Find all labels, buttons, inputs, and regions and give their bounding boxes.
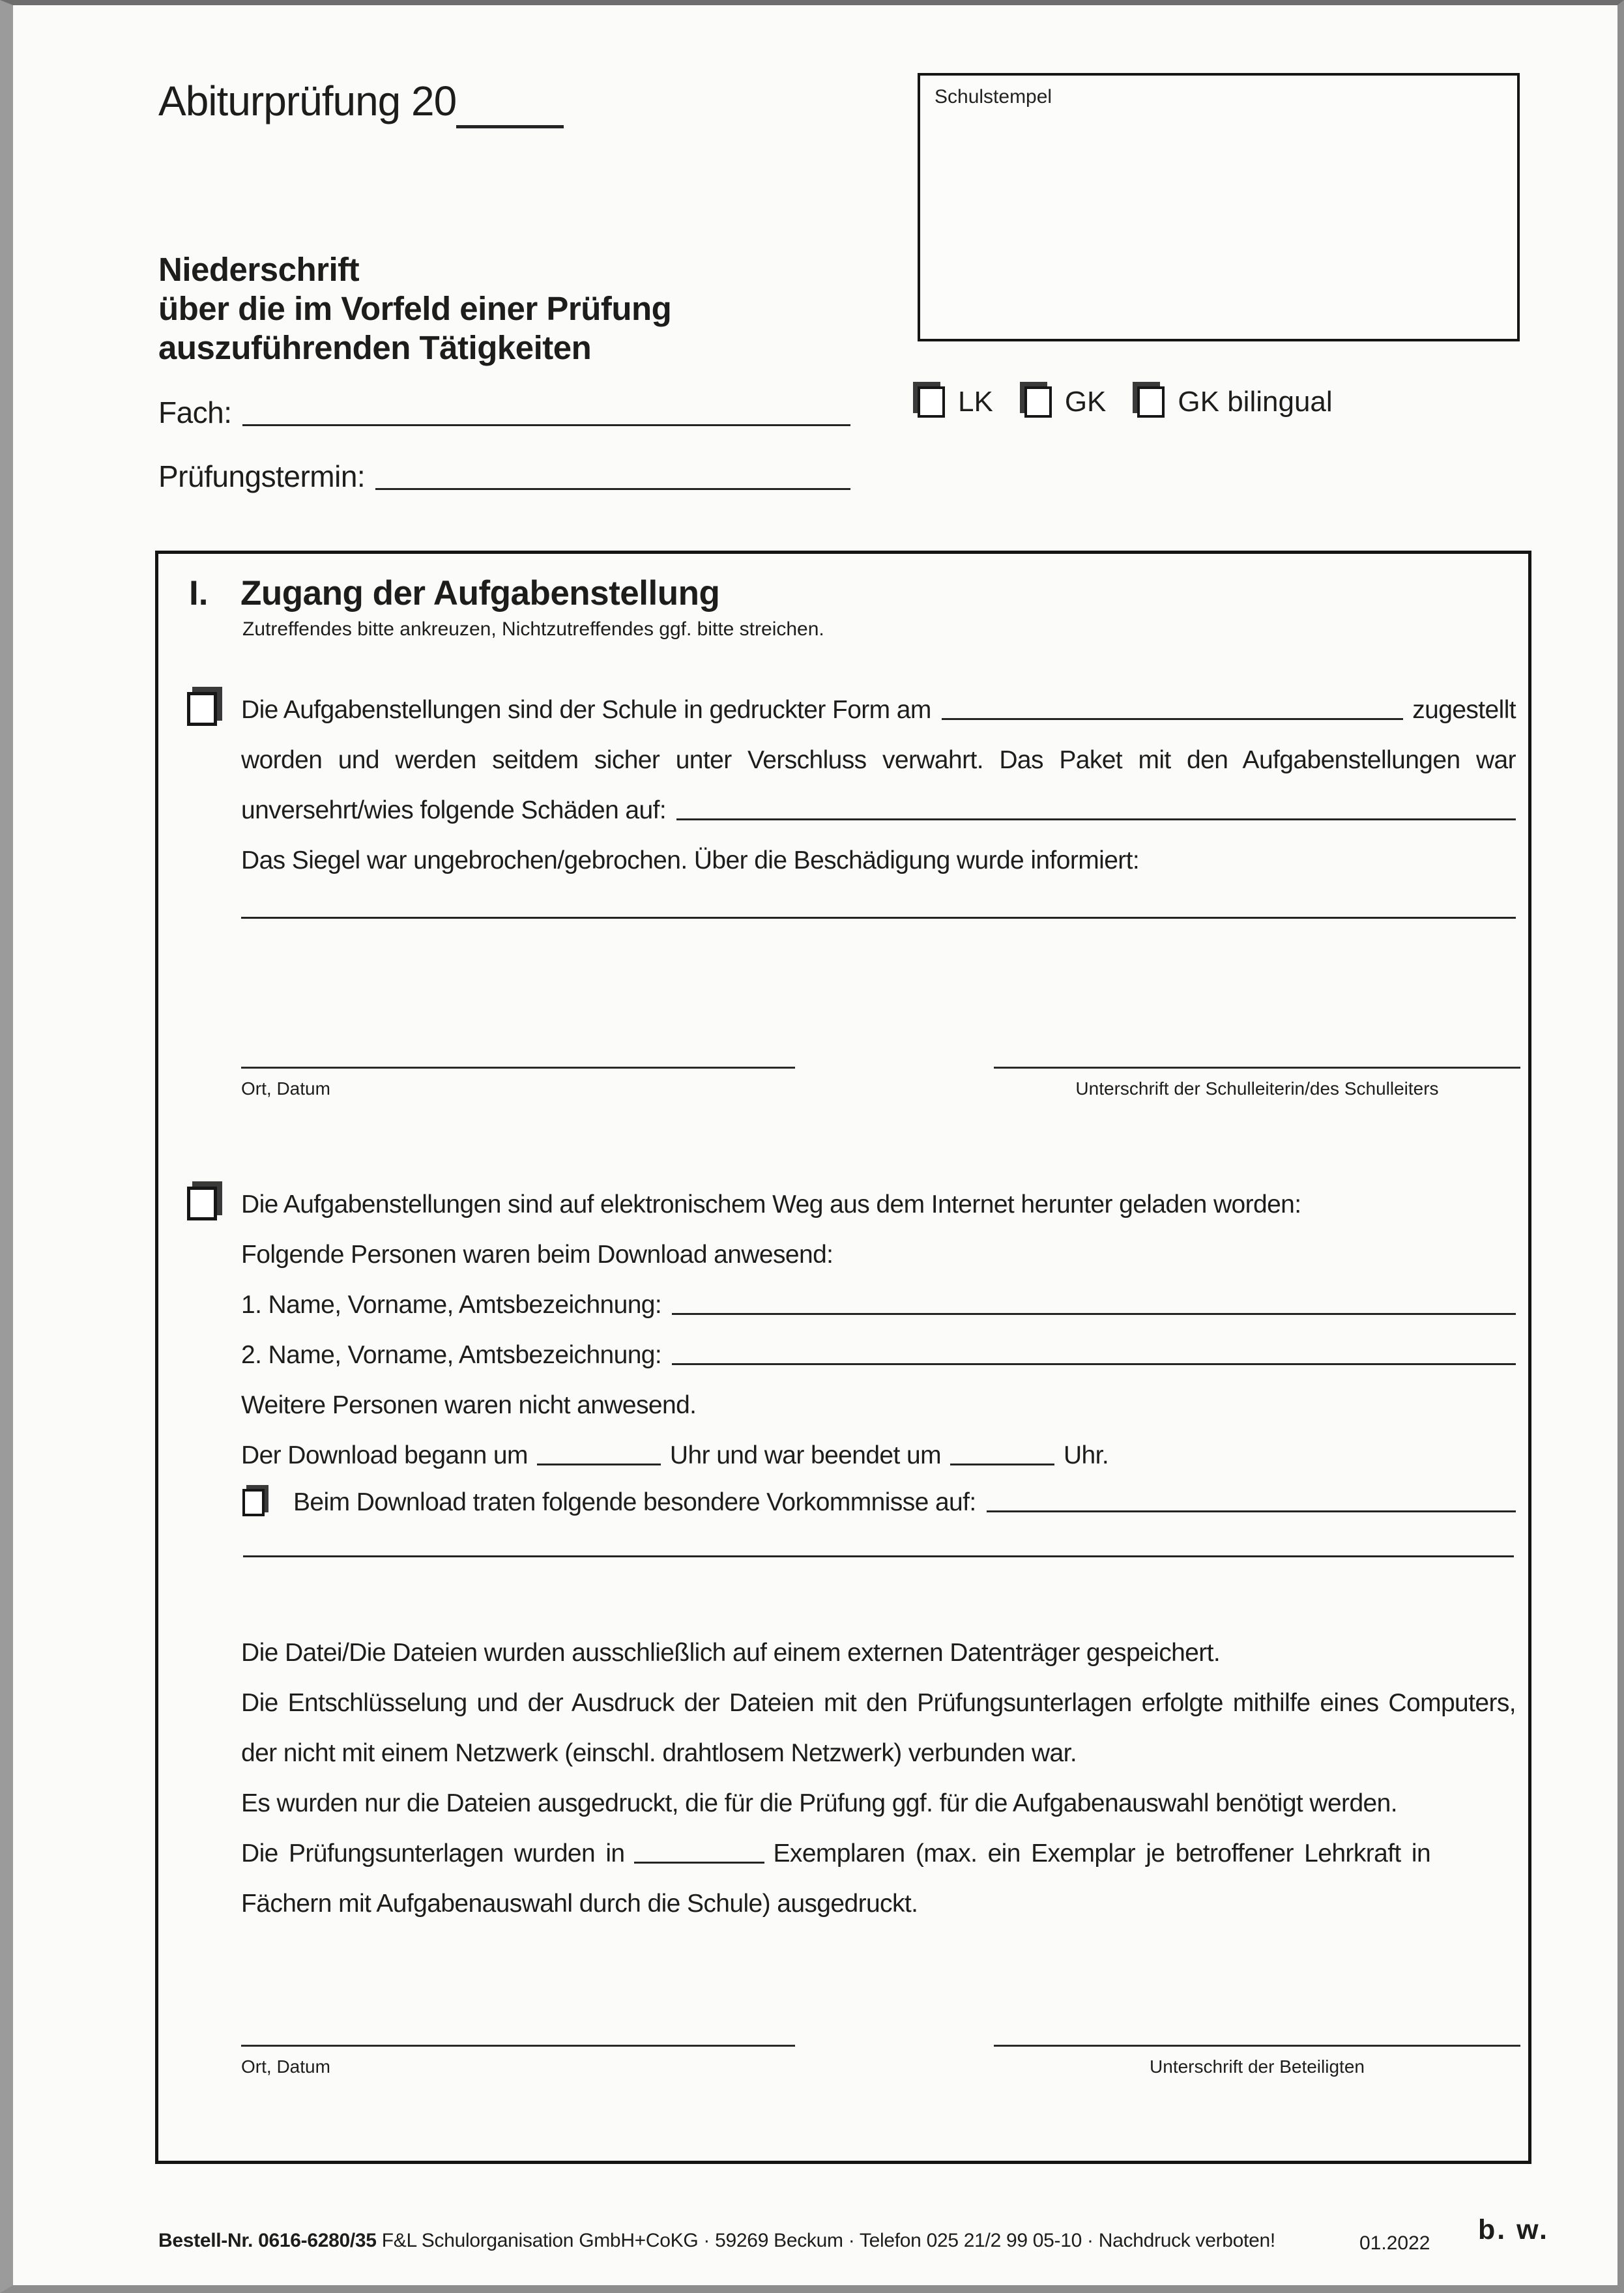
person2-row (241, 1340, 1516, 1370)
gk-bilingual-label: GK bilingual (1178, 386, 1333, 418)
print-line-2: worden und werden seitdem sicher unter Verschluss verwahrt. Das Paket mit den Aufgabenstellungen war (241, 746, 1516, 774)
copies-before-text: Die Prüfungsunterlagen wurden in (241, 1839, 625, 1868)
incidents-input-line-2[interactable] (243, 1555, 1514, 1557)
print-line-1 (241, 695, 1516, 725)
section-subtitle: Zutreffendes bitte ankreuzen, Nichtzutreffendes ggf. bitte streichen. (242, 618, 824, 640)
section-1-box (155, 551, 1531, 2164)
person1-row (241, 1290, 1516, 1320)
download-time-row (241, 1440, 1516, 1471)
incidents-checkbox[interactable] (242, 1489, 265, 1516)
lk-label: LK (958, 386, 993, 418)
download-line-1: Die Aufgabenstellungen sind auf elektronischem Weg aus dem Internet herunter geladen worden: (241, 1190, 1301, 1219)
school-stamp-label: Schulstempel (935, 86, 1052, 108)
footer-edition-date: 01.2022 (1359, 2232, 1430, 2254)
sig1-left-label: Ort, Datum (241, 1078, 330, 1099)
delivery-date-input-line[interactable] (942, 718, 1403, 720)
files-p6: Fächern mit Aufgabenauswahl durch die Schule) ausgedruckt. (241, 1890, 918, 1918)
sig1-right-line[interactable] (994, 1067, 1520, 1069)
sig2-right-line[interactable] (994, 2045, 1520, 2047)
sig1-right-label: Unterschrift der Schulleiterin/des Schulleiters (1075, 1078, 1439, 1099)
footer-order-number: Bestell-Nr. 0616-6280/35 (158, 2230, 377, 2251)
heading-line-1: Niederschrift (158, 251, 360, 288)
section-title: Zugang der Aufgabenstellung (240, 574, 720, 613)
print-line-3 (241, 795, 1516, 826)
fach-field-row (158, 395, 850, 430)
print-line-1-text: Die Aufgabenstellungen sind der Schule in gedruckter Form am (241, 696, 931, 724)
incidents-input-line[interactable] (987, 1510, 1516, 1512)
damage-input-line[interactable] (676, 818, 1516, 820)
sig1-left-line[interactable] (241, 1067, 795, 1069)
files-p4: Es wurden nur die Dateien ausgedruckt, die für die Prüfung ggf. für die Aufgabenauswahl benötigt werden. (241, 1789, 1397, 1817)
download-checkbox[interactable] (187, 1187, 217, 1220)
incidents-row (242, 1487, 1516, 1518)
school-stamp-box[interactable] (918, 73, 1520, 341)
heading-line-3: auszuführenden Tätigkeiten (158, 329, 592, 366)
course-option-gk (1024, 386, 1107, 418)
damage-label: unversehrt/wies folgende Schäden auf: (241, 796, 667, 824)
footer-bw-note: b. w. (1478, 2214, 1549, 2245)
informed-input-line[interactable] (241, 917, 1516, 919)
person1-label: 1. Name, Vorname, Amtsbezeichnung: (241, 1291, 662, 1319)
copies-after-text: Exemplaren (max. ein Exemplar je betroffener Lehrkraft in (773, 1839, 1431, 1868)
printed-delivery-checkbox[interactable] (187, 692, 217, 726)
time-middle-text: Uhr und war beendet um (669, 1441, 941, 1469)
files-p3: der nicht mit einem Netzwerk (einschl. drahtlosem Netzwerk) verbunden war. (241, 1739, 1077, 1767)
course-type-row (918, 386, 1333, 418)
course-option-gk-bilingual (1137, 386, 1332, 418)
sig2-right-label: Unterschrift der Beteiligten (1150, 2056, 1365, 2077)
person1-input-line[interactable] (672, 1313, 1516, 1315)
page-title-text: Abiturprüfung 20 (158, 78, 457, 124)
time-after-text: Uhr. (1063, 1441, 1109, 1469)
page-title (158, 77, 564, 128)
person2-label: 2. Name, Vorname, Amtsbezeichnung: (241, 1341, 662, 1369)
termin-input-line[interactable] (375, 488, 850, 490)
gk-label: GK (1064, 386, 1107, 418)
termin-field-row (158, 459, 850, 494)
footer-imprint (158, 2230, 1275, 2252)
lk-checkbox[interactable] (918, 386, 945, 418)
files-p2: Die Entschlüsselung und der Ausdruck der Dateien mit den Prüfungsunterlagen erfolgte mithilfe eines Computers, (241, 1689, 1516, 1717)
termin-label: Prüfungstermin: (158, 459, 366, 493)
gk-bilingual-checkbox[interactable] (1137, 386, 1165, 418)
time-before-text: Der Download begann um (241, 1441, 528, 1469)
start-time-input-line[interactable] (537, 1464, 661, 1465)
gk-checkbox[interactable] (1024, 386, 1052, 418)
sig2-left-line[interactable] (241, 2045, 795, 2047)
fach-label: Fach: (158, 396, 232, 429)
download-line-5: Weitere Personen waren nicht anwesend. (241, 1391, 697, 1419)
print-line-1-tail: zugestellt (1412, 696, 1516, 724)
document-heading (158, 250, 671, 368)
year-input-line[interactable] (456, 77, 564, 128)
fach-input-line[interactable] (242, 424, 850, 426)
course-option-lk (918, 386, 993, 418)
end-time-input-line[interactable] (950, 1464, 1054, 1465)
download-line-2: Folgende Personen waren beim Download anwesend: (241, 1241, 834, 1269)
print-line-4: Das Siegel war ungebrochen/gebrochen. Über die Beschädigung wurde informiert: (241, 846, 1140, 874)
footer-publisher: F&L Schulorganisation GmbH+CoKG · 59269 Beckum · Telefon 025 21/2 99 05-10 · Nachdruck verboten! (376, 2230, 1275, 2251)
section-numeral: I. (189, 574, 209, 613)
person2-input-line[interactable] (672, 1363, 1516, 1365)
copies-row (241, 1838, 1516, 1869)
sig2-left-label: Ort, Datum (241, 2056, 330, 2077)
files-p1: Die Datei/Die Dateien wurden ausschließlich auf einem externen Datenträger gespeichert. (241, 1639, 1221, 1667)
heading-line-2: über die im Vorfeld einer Prüfung (158, 290, 672, 327)
incidents-label: Beim Download traten folgende besondere Vorkommnisse auf: (293, 1488, 976, 1516)
copies-count-input-line[interactable] (634, 1862, 764, 1864)
